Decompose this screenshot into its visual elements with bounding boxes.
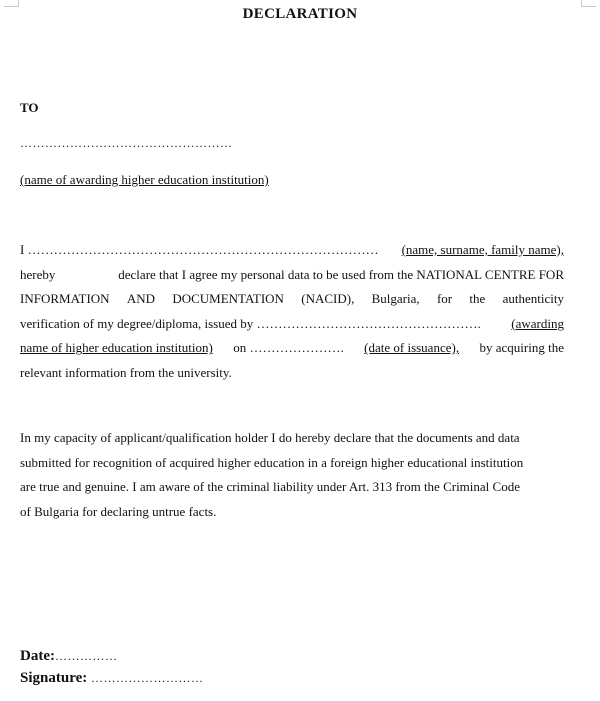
paragraph-line [20,287,564,312]
paragraph-line [20,451,564,476]
text-segment: In my capacity of applicant/qualification holder I do hereby declare that the documents and data [20,430,520,445]
issuer-hint-continued: name of higher education institution) [20,340,213,356]
text-segment: relevant information from the university. [20,364,232,380]
date-blank: …………… [54,649,118,663]
date-label: Date: [20,648,55,664]
institution-label: (name of awarding higher education institution) [20,172,269,187]
text-segment: of Bulgaria for declaring untrue facts. [20,503,217,519]
signature-blank: ……………………… [90,671,204,685]
paragraph-line [20,426,564,451]
word: INFORMATION [20,291,110,307]
recipient-blank: …………………………………………… [20,136,233,150]
text-segment: are true and genuine. I am aware of the criminal liability under Art. 313 from the Criminal Code [20,479,520,495]
word: for [436,291,453,307]
word: AND [126,291,156,307]
paragraph-line [20,312,564,337]
word: DOCUMENTATION [172,291,284,307]
paragraph-line [20,263,564,288]
issuance-date-hint: (date of issuance), [364,340,460,356]
document-title: DECLARATION [242,6,358,22]
date-field [20,648,117,665]
consent-paragraph [20,238,564,386]
paragraph-line [20,361,564,386]
text-segment: by acquiring the [479,340,564,356]
issuer-blank: verification of my degree/diploma, issued by ……………………………………………. [20,315,481,331]
to-label: TO [20,100,39,115]
word: (NACID), [301,291,355,307]
paragraph-line [20,475,564,500]
word: the [469,291,486,307]
word: authenticity [502,291,564,307]
issuance-date-blank: on …………………. [233,340,344,356]
name-hint: (name, surname, family name), [401,242,564,257]
text-segment: declare that I agree my personal data to be used from the NATIONAL CENTRE FOR [118,266,564,282]
word: Bulgaria, [371,291,420,307]
paragraph-line [20,238,564,263]
signature-label: Signature: [20,670,88,686]
liability-paragraph [20,426,564,524]
name-blank: I ……………………………………………………………………… [20,242,379,257]
issuer-hint: (awarding [511,315,564,331]
text-segment: submitted for recognition of acquired higher education in a foreign higher educational institution [20,454,524,470]
text-segment: hereby [20,266,56,282]
signature-field [20,670,203,687]
paragraph-line [20,336,564,361]
paragraph-line [20,500,564,525]
